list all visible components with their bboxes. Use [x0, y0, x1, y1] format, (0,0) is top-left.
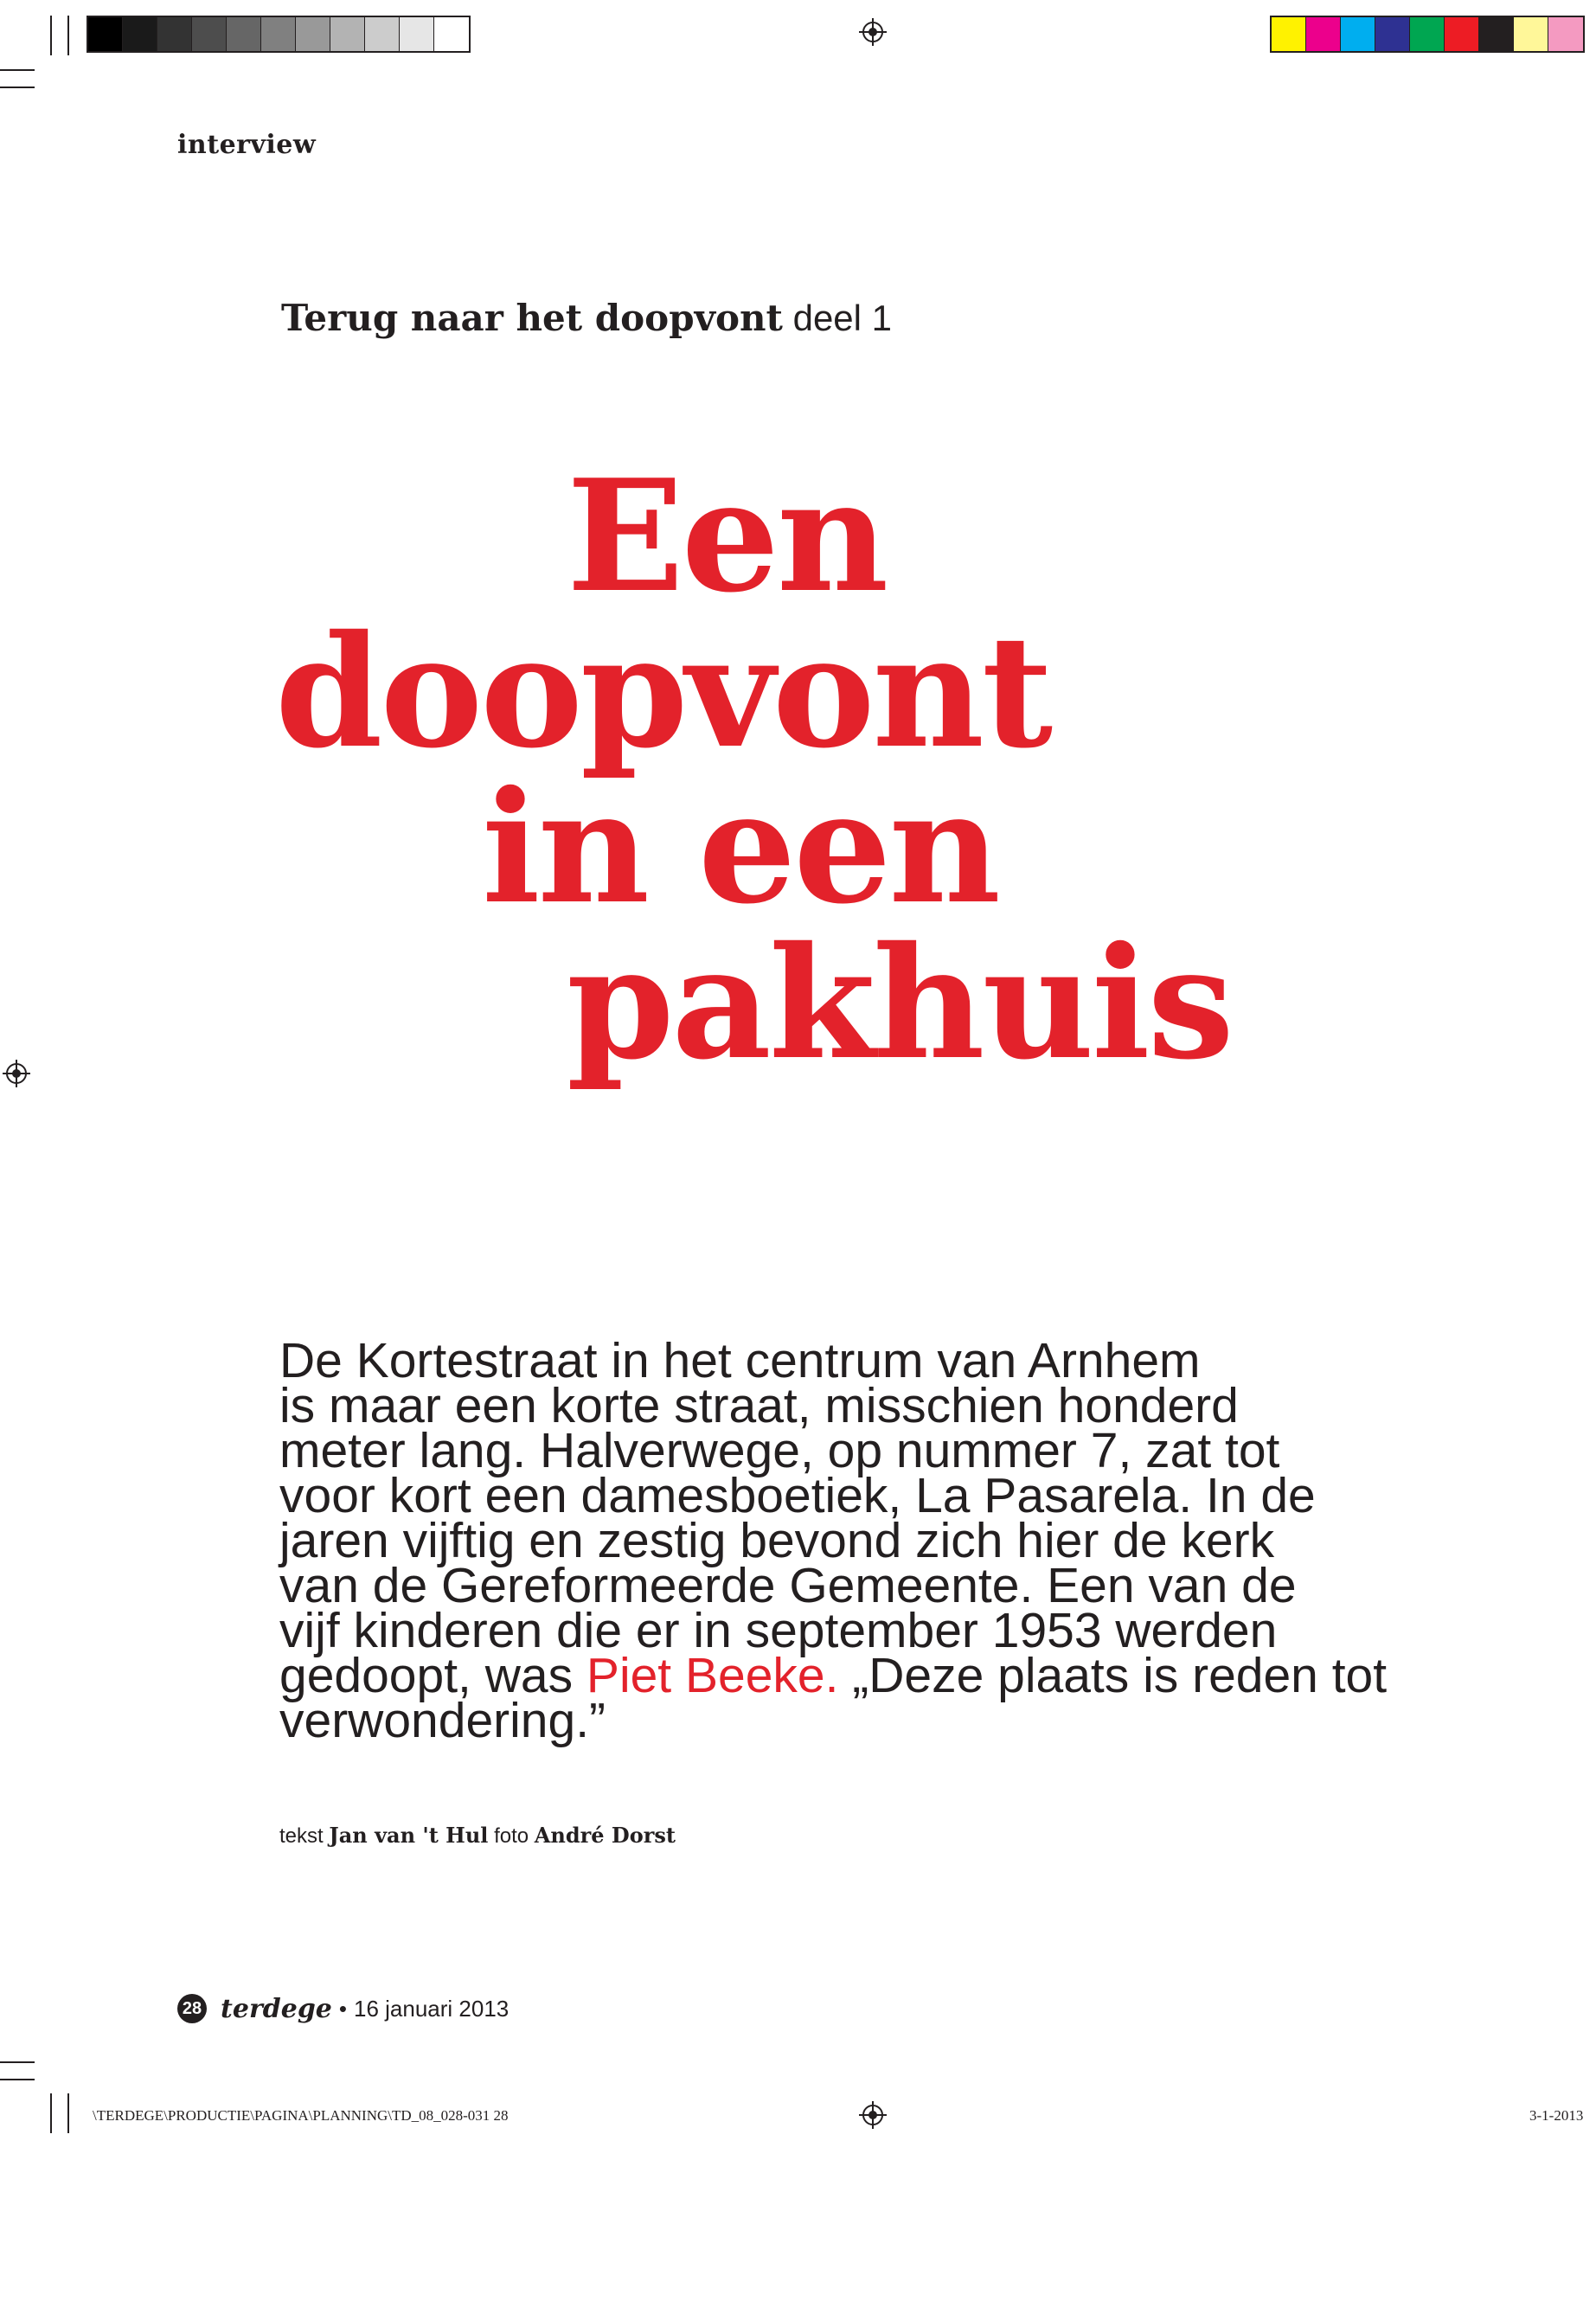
- series-part: deel 1: [792, 298, 893, 338]
- registration-mark-icon: [859, 2101, 887, 2129]
- intro-line: meter lang. Halverwege, op nummer 7, zat tot: [279, 1423, 1280, 1478]
- color-swatch: [1514, 17, 1548, 51]
- gray-swatch: [434, 17, 469, 51]
- bullet-separator: •: [338, 1995, 347, 2022]
- headline-line: pakhuis: [567, 913, 1232, 1093]
- color-swatch: [1272, 17, 1306, 51]
- intro-line: jaren vijftig en zestig bevond zich hier de kerk: [279, 1513, 1275, 1568]
- color-swatch: [1410, 17, 1445, 51]
- color-swatch: [1479, 17, 1514, 51]
- magazine-logo: terdege: [221, 1993, 332, 2024]
- headline-line: doopvont: [275, 601, 1051, 782]
- gray-swatch: [157, 17, 192, 51]
- intro-text: „Deze plaats is reden tot: [838, 1648, 1388, 1703]
- issue-date: 16 januari 2013: [354, 1995, 510, 2022]
- headline-line: in een: [482, 757, 998, 938]
- color-swatch: [1306, 17, 1341, 51]
- section-label: interview: [177, 130, 317, 160]
- page-number-badge: 28: [177, 1994, 207, 2023]
- byline: [279, 1823, 676, 1849]
- color-swatch: [1341, 17, 1375, 51]
- gray-swatch: [296, 17, 330, 51]
- text-credit-label: tekst: [279, 1824, 324, 1848]
- text-credit-author: Jan van 't Hul: [329, 1823, 489, 1848]
- series-heading: [281, 297, 892, 339]
- intro-line: verwondering.”: [279, 1693, 606, 1748]
- page-folio: [177, 1992, 509, 2025]
- intro-line: van de Gereformeerde Gemeente. Een van de: [279, 1558, 1297, 1613]
- photo-credit-label: foto: [494, 1824, 529, 1848]
- color-swatch: [1375, 17, 1410, 51]
- series-title: Terug naar het doopvont: [281, 297, 783, 339]
- gray-swatch: [261, 17, 296, 51]
- highlighted-name: Piet Beeke.: [586, 1648, 839, 1703]
- gray-calibration-bar: [87, 16, 471, 53]
- photo-credit-author: André Dorst: [534, 1823, 676, 1848]
- production-slug-path: \TERDEGE\PRODUCTIE\PAGINA\PLANNING\TD_08_028-031 28: [93, 2107, 509, 2124]
- gray-swatch: [365, 17, 400, 51]
- gray-swatch: [227, 17, 261, 51]
- crop-mark: [0, 87, 35, 88]
- crop-mark: [0, 2061, 35, 2063]
- gray-swatch: [330, 17, 365, 51]
- headline-line: Een: [567, 445, 887, 626]
- crop-mark: [67, 16, 69, 55]
- intro-line: De Kortestraat in het centrum van Arnhem: [279, 1333, 1201, 1388]
- gray-swatch: [192, 17, 227, 51]
- crop-mark: [50, 2093, 52, 2133]
- intro-line: is maar een korte straat, misschien honderd: [279, 1378, 1239, 1433]
- intro-paragraph: [279, 1333, 1490, 1748]
- color-swatch: [1445, 17, 1479, 51]
- crop-mark: [0, 2079, 35, 2080]
- color-swatch: [1548, 17, 1583, 51]
- crop-mark: [67, 2093, 69, 2133]
- gray-swatch: [88, 17, 123, 51]
- gray-swatch: [400, 17, 434, 51]
- crop-mark: [50, 16, 52, 55]
- registration-mark-icon: [3, 1060, 30, 1087]
- intro-line: vijf kinderen die er in september 1953 werden: [279, 1603, 1278, 1658]
- crop-mark: [0, 69, 35, 71]
- intro-text: gedoopt, was: [279, 1648, 586, 1703]
- intro-line: [279, 1648, 1490, 1703]
- color-calibration-bar: [1270, 16, 1585, 53]
- gray-swatch: [123, 17, 157, 51]
- intro-line: voor kort een damesboetiek, La Pasarela. In de: [279, 1468, 1316, 1523]
- registration-mark-icon: [859, 18, 887, 46]
- production-slug-date: 3-1-2013: [1529, 2107, 1584, 2124]
